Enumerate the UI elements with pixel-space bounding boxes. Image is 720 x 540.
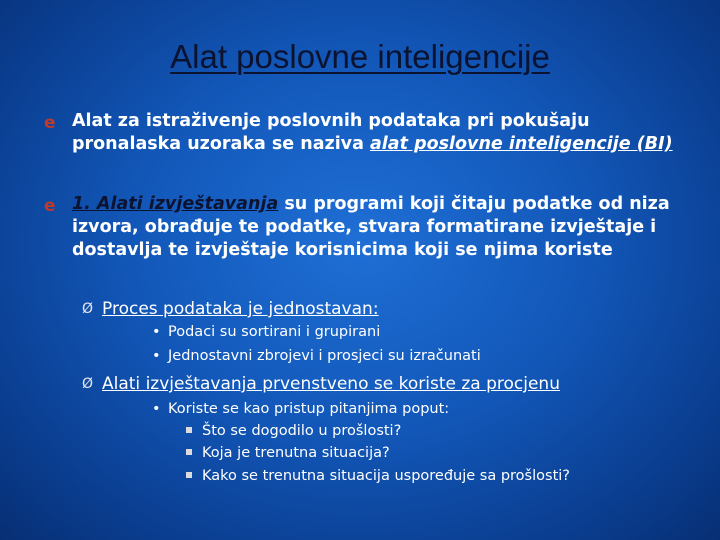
list-item-text: Jednostavni zbrojevi i prosjeci su izračunati [168,348,481,364]
list-item [152,322,380,342]
sub-bullet-process-text: Proces podataka je jednostavan: [102,299,379,319]
reporting-tools-term: 1. Alati izvještavanja [72,194,279,214]
question-text: Što se dogodilo u prošlosti? [202,423,402,439]
square-bullet-icon [186,427,192,433]
list-item [152,399,449,419]
bullet-1-plain: Alat za istraživenje poslovnih podataka pri pokušaju pronalaska uzoraka se naziva [72,111,590,154]
sub-bullet-tools-text: Alati izvještavanja prvenstveno se koriste za procjenu [102,374,560,394]
bullet-2 [44,193,704,262]
square-bullet-icon [186,449,192,455]
question-text: Kako se trenutna situacija uspoređuje sa prošlosti? [202,468,570,484]
square-bullet-icon [186,472,192,478]
question-text: Koja je trenutna situacija? [202,445,390,461]
bi-term: alat poslovne inteligencije (BI) [370,134,673,154]
bullet-2-text [72,193,704,262]
slide-title: Alat poslovne inteligencije [170,38,550,75]
sub-bullet-process [82,298,379,320]
bullet-marker-icon: e [44,196,56,216]
list-item-text: Koriste se kao pristup pitanjima poput: [168,401,450,417]
question-item [186,443,390,463]
bullet-marker-icon: e [44,113,56,133]
sub-bullet-tools [82,373,560,395]
dot-bullet-icon: • [152,348,161,364]
question-item [186,421,401,441]
question-item [186,466,570,486]
arrow-bullet-icon: Ø [82,301,94,317]
list-item [152,346,481,366]
dot-bullet-icon: • [152,324,161,340]
arrow-bullet-icon: Ø [82,376,94,392]
bullet-1-text [72,110,704,156]
bullet-1 [44,110,704,156]
bullet-2-plain: su programi koji čitaju podatke od niza izvora, obrađuje te podatke, stvara formatirane izvještaje i dostavlja te izvještaje korisnicima koji se njima koriste [72,194,670,260]
dot-bullet-icon: • [152,401,161,417]
list-item-text: Podaci su sortirani i grupirani [168,324,381,340]
